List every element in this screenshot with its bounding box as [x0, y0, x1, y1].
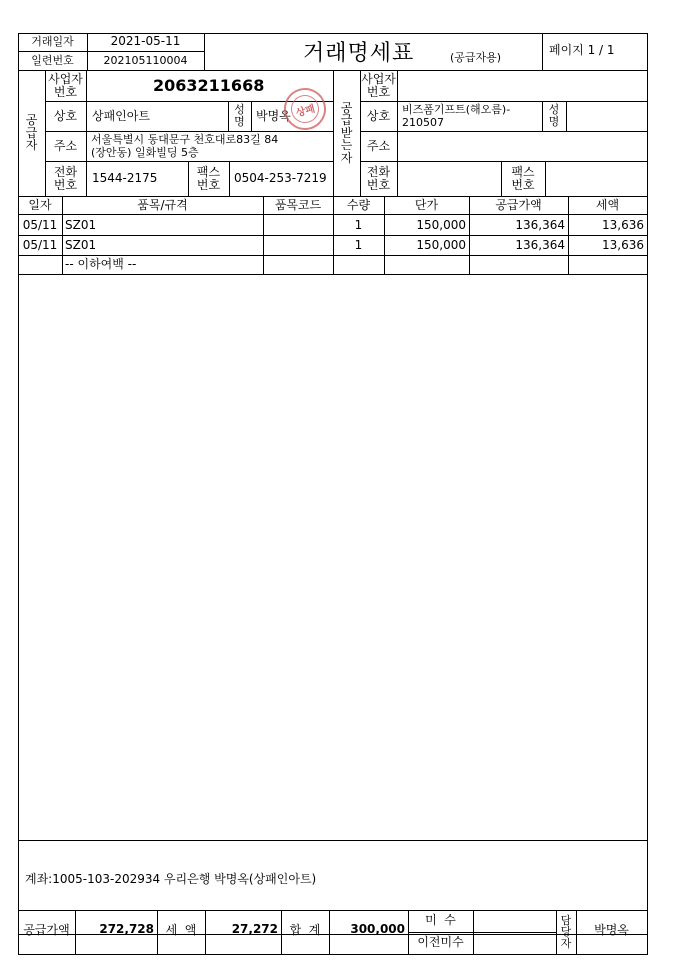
table-cell-item: -- 이하여백 --: [65, 257, 137, 271]
table-cell-item: SZ01: [65, 238, 97, 252]
supplier-rep-label: 성 명: [234, 103, 245, 128]
col-header-item: 품목/규격: [137, 198, 188, 212]
supplier-fax-label: 팩스 번호: [196, 164, 221, 192]
footer-manager-label: 담 당 자: [560, 913, 572, 950]
table-cell-qty: 1: [354, 238, 363, 252]
supplier-addr-label: 주소: [53, 139, 78, 153]
supplier-rep: 박명옥: [256, 109, 291, 123]
col-header-date: 일자: [28, 198, 52, 212]
supplier-addr-line2: (장안동) 일화빌딩 5층: [91, 146, 199, 159]
col-header-unit-price: 단가: [414, 198, 439, 212]
footer-total-label: 합 계: [289, 923, 321, 937]
col-header-tax: 세액: [595, 198, 620, 212]
receiver-name-line2: 210507: [402, 116, 444, 129]
supplier-side-label: 공 급 자: [25, 113, 38, 153]
footer-tax-label: 세 액: [165, 923, 197, 937]
receiver-rep-label: 성 명: [548, 103, 560, 128]
receiver-tel-label: 전화 번호: [366, 164, 391, 192]
col-header-supply: 공급가액: [495, 198, 542, 212]
table-cell-qty: 1: [354, 218, 363, 232]
page-subtitle: (공급자용): [450, 51, 502, 64]
footer-supply-label: 공급가액: [23, 923, 70, 937]
footer-prev-unpaid-label: 이전미수: [417, 935, 464, 949]
footer-unpaid-label: 미 수: [425, 913, 456, 927]
table-cell-unit-price: 150,000: [416, 238, 466, 252]
supplier-tel-label: 전화 번호: [53, 164, 78, 192]
table-cell-date: 05/11: [22, 218, 58, 232]
receiver-addr-label: 주소: [366, 139, 391, 153]
table-cell-tax: 13,636: [602, 218, 644, 232]
supplier-tel: 1544-2175: [92, 171, 158, 185]
table-cell-supply: 136,364: [515, 238, 565, 252]
footer-supply-value: 272,728: [99, 922, 154, 936]
bank-account-note: 계좌:1005-103-202934 우리은행 박명옥(상패인아트): [25, 872, 317, 886]
supplier-bizno: 2063211668: [153, 76, 265, 95]
receiver-name-line1: 비즈폼기프트(해오름)-: [402, 103, 511, 116]
page-title: 거래명세표: [303, 41, 415, 66]
footer-total-value: 300,000: [350, 922, 405, 936]
company-seal-stamp: 상패: [279, 83, 330, 134]
supplier-name: 상패인아트: [92, 109, 150, 123]
page-number: 페이지 1 / 1: [549, 43, 615, 57]
table-cell-supply: 136,364: [515, 218, 565, 232]
trade-date-label: 거래일자: [31, 35, 74, 48]
supplier-fax: 0504-253-7219: [234, 171, 327, 185]
serial-number: 202105110004: [103, 54, 188, 67]
supplier-addr-line1: 서울특별시 동대문구 천호대로83길 84: [91, 133, 279, 146]
trade-date: 2021-05-11: [110, 34, 181, 48]
serial-label: 일련번호: [31, 54, 74, 67]
receiver-bizno-label: 사업자 번호: [361, 71, 396, 99]
receiver-name-label: 상호: [366, 109, 391, 123]
footer-tax-value: 27,272: [231, 922, 278, 936]
supplier-name-label: 상호: [53, 109, 78, 123]
table-cell-tax: 13,636: [602, 238, 644, 252]
supplier-bizno-label: 사업자 번호: [48, 71, 83, 99]
col-header-code: 품목코드: [274, 198, 322, 212]
receiver-fax-label: 팩스 번호: [511, 164, 535, 192]
col-header-qty: 수량: [346, 198, 371, 212]
table-cell-item: SZ01: [65, 218, 97, 232]
receiver-side-label: 공 급 받 는 자: [340, 100, 353, 165]
table-cell-unit-price: 150,000: [416, 218, 466, 232]
footer-manager-name: 박명옥: [594, 923, 629, 937]
table-cell-date: 05/11: [22, 238, 58, 252]
